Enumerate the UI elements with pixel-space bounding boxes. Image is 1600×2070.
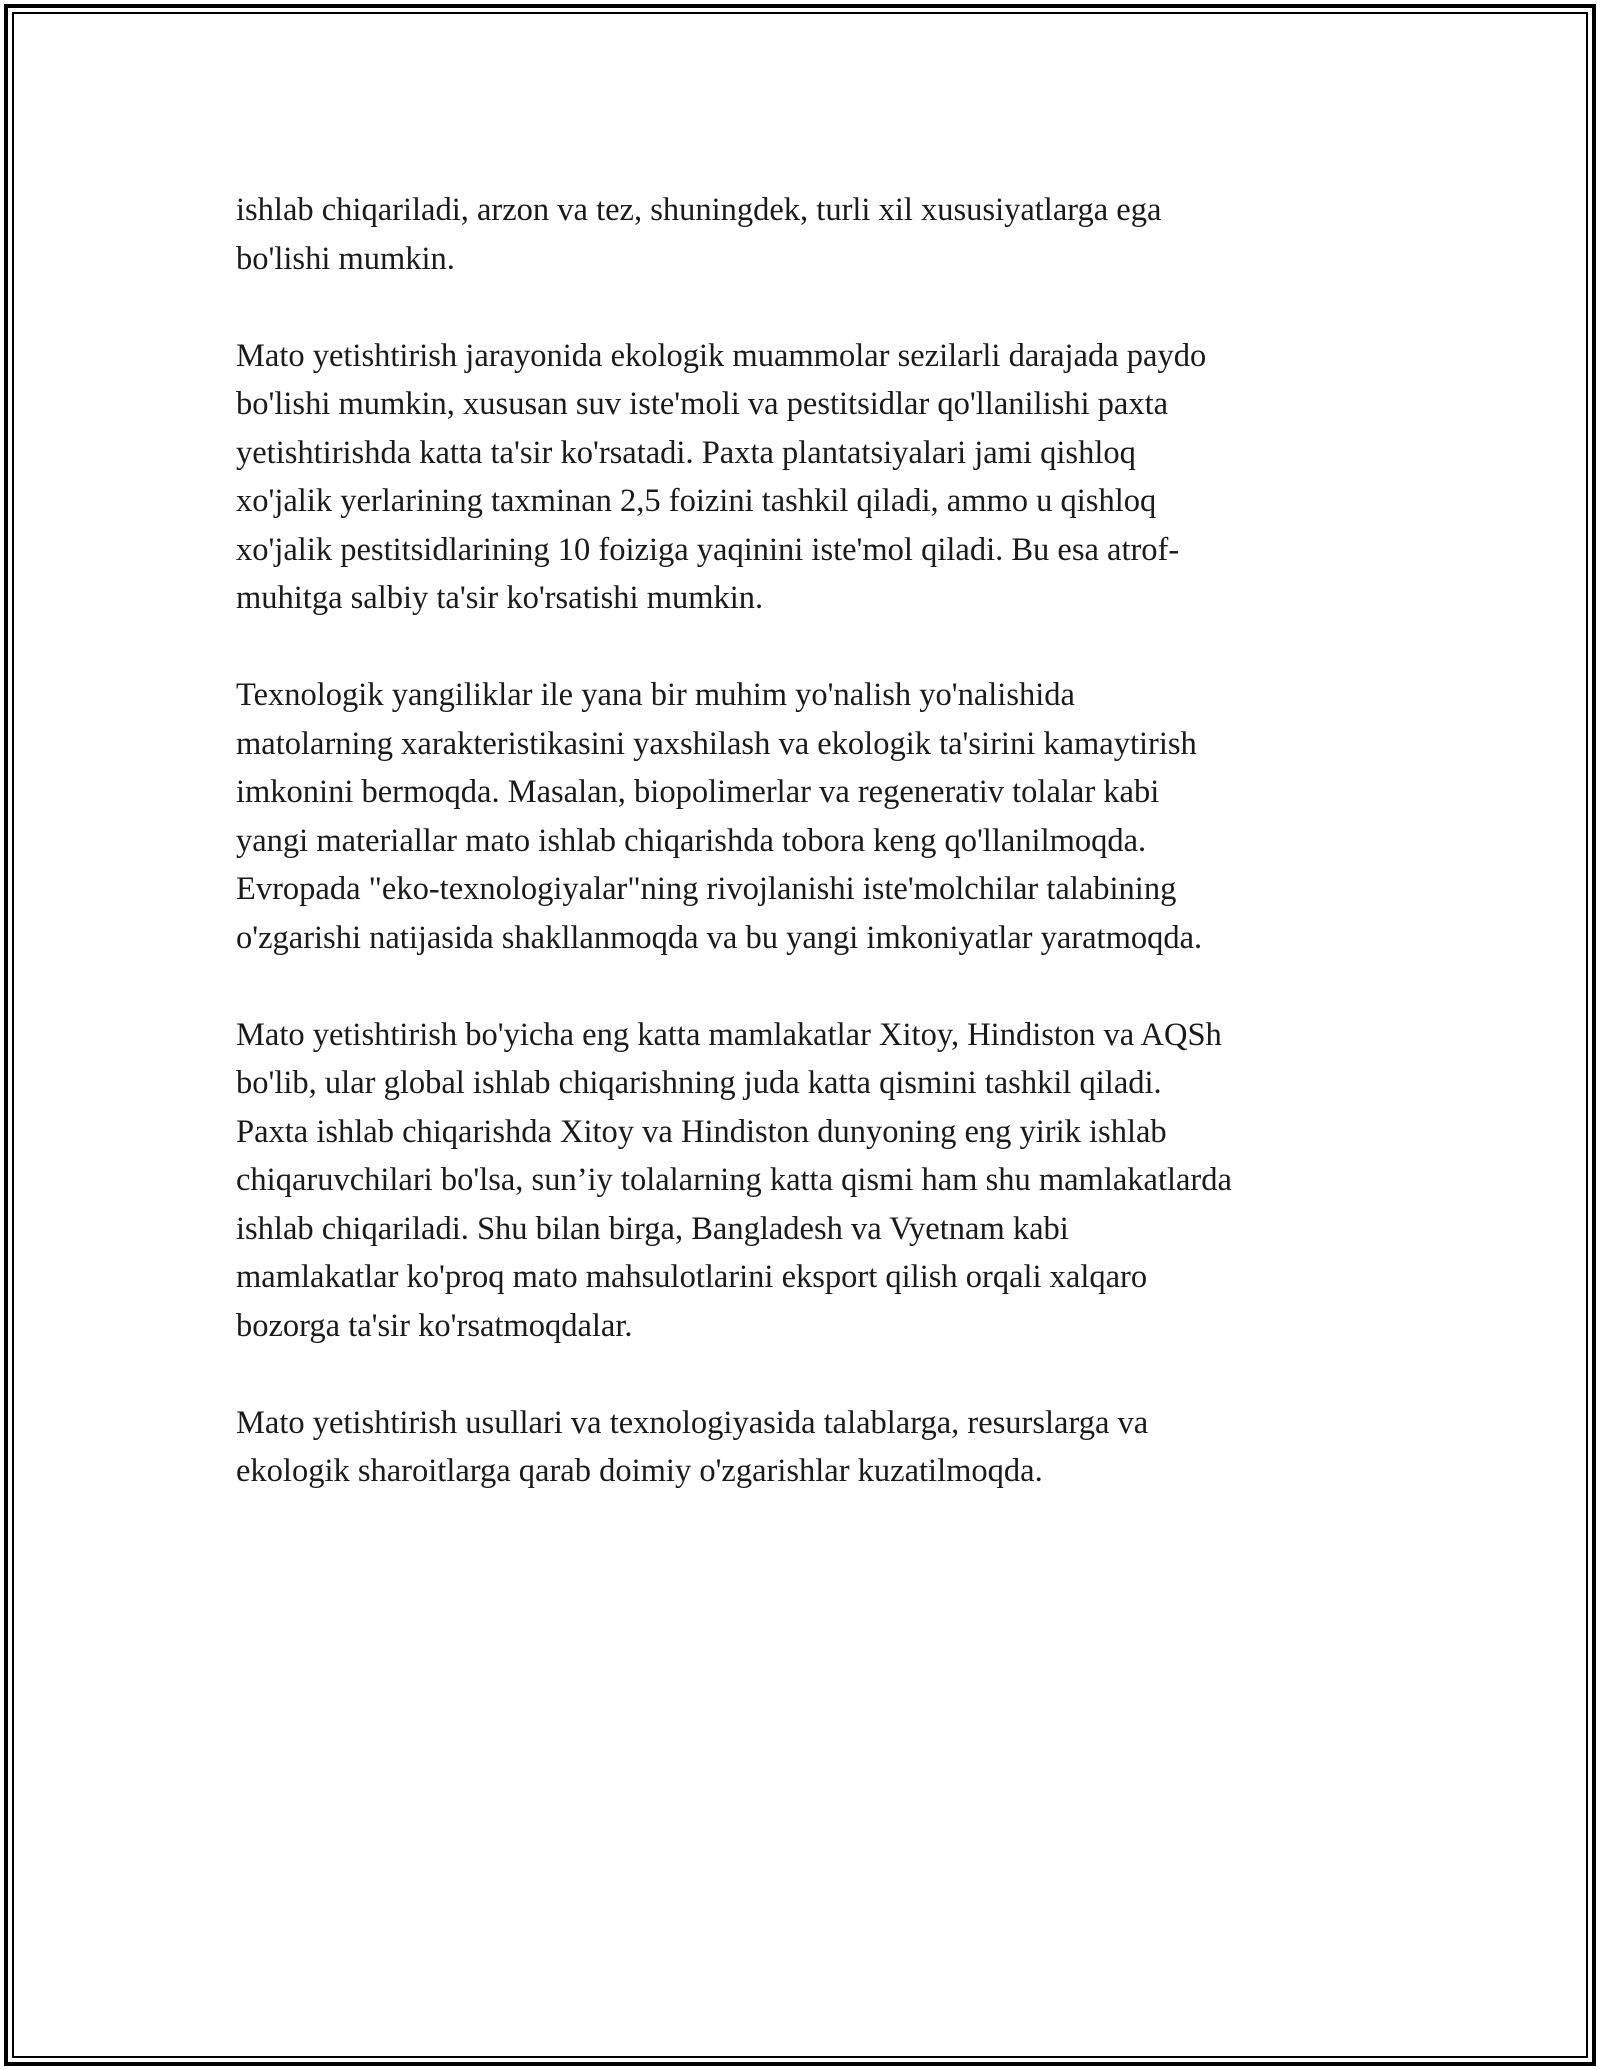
paragraph [236, 1011, 1396, 1351]
paragraph [236, 671, 1396, 962]
text-line: mamlakatlar ko'proq mato mahsulotlarini eksport qilish orqali xalqaro [236, 1259, 1148, 1295]
text-line: yangi materiallar mato ishlab chiqarishda tobora keng qo'llanilmoqda. [236, 822, 1147, 859]
text-line: ekologik sharoitlarga qarab doimiy o'zgarishlar kuzatilmoqda. [236, 1453, 1043, 1489]
paragraph [236, 1399, 1396, 1496]
text-line: Mato yetishtirish jarayonida ekologik muammolar sezilarli darajada paydo [236, 337, 1207, 374]
text-line: Mato yetishtirish bo'yicha eng katta mamlakatlar Xitoy, Hindiston va AQSh [236, 1016, 1222, 1053]
text-line: bo'lib, ular global ishlab chiqarishning juda katta qismini tashkil qiladi. [236, 1065, 1162, 1101]
paragraph [236, 332, 1396, 623]
text-line: bo'lishi mumkin, xususan suv iste'moli va pestitsidlar qo'llanilishi paxta [236, 386, 1169, 422]
text-line: Evropada "eko-texnologiyalar"ning rivojlanishi iste'molchilar talabining [236, 871, 1177, 907]
text-line: yetishtirishda katta ta'sir ko'rsatadi. Paxta plantatsiyalari jami qishloq [236, 434, 1136, 471]
text-line: imkonini bermoqda. Masalan, biopolimerlar va regenerativ tolalar kabi [236, 774, 1160, 810]
text-line: bo'lishi mumkin. [236, 240, 455, 277]
text-line: o'zgarishi natijasida shakllanmoqda va bu yangi imkoniyatlar yaratmoqda. [236, 919, 1203, 956]
text-line: chiqaruvchilari bo'lsa, sun’iy tolalarning katta qismi ham shu mamlakatlarda [236, 1162, 1232, 1198]
text-line: xo'jalik yerlarining taxminan 2,5 foizini tashkil qiladi, ammo u qishloq [236, 483, 1157, 519]
text-line: ishlab chiqariladi, arzon va tez, shuningdek, turli xil xususiyatlarga ega [236, 192, 1162, 228]
document-body [236, 186, 1396, 1544]
text-line: matolarning xarakteristikasini yaxshilash va ekologik ta'sirini kamaytirish [236, 725, 1197, 762]
text-line: xo'jalik pestitsidlarining 10 foiziga yaqinini iste'mol qiladi. Bu esa atrof- [236, 531, 1180, 568]
text-line: ishlab chiqariladi. Shu bilan birga, Bangladesh va Vyetnam kabi [236, 1210, 1069, 1247]
text-line: Mato yetishtirish usullari va texnologiyasida talablarga, resurslarga va [236, 1404, 1149, 1441]
paragraph [236, 186, 1396, 283]
text-line: Paxta ishlab chiqarishda Xitoy va Hindiston dunyoning eng yirik ishlab [236, 1113, 1167, 1150]
text-line: muhitga salbiy ta'sir ko'rsatishi mumkin. [236, 580, 764, 616]
text-line: Texnologik yangiliklar ile yana bir muhim yo'nalish yo'nalishida [236, 677, 1075, 713]
text-line: bozorga ta'sir ko'rsatmoqdalar. [236, 1307, 633, 1344]
